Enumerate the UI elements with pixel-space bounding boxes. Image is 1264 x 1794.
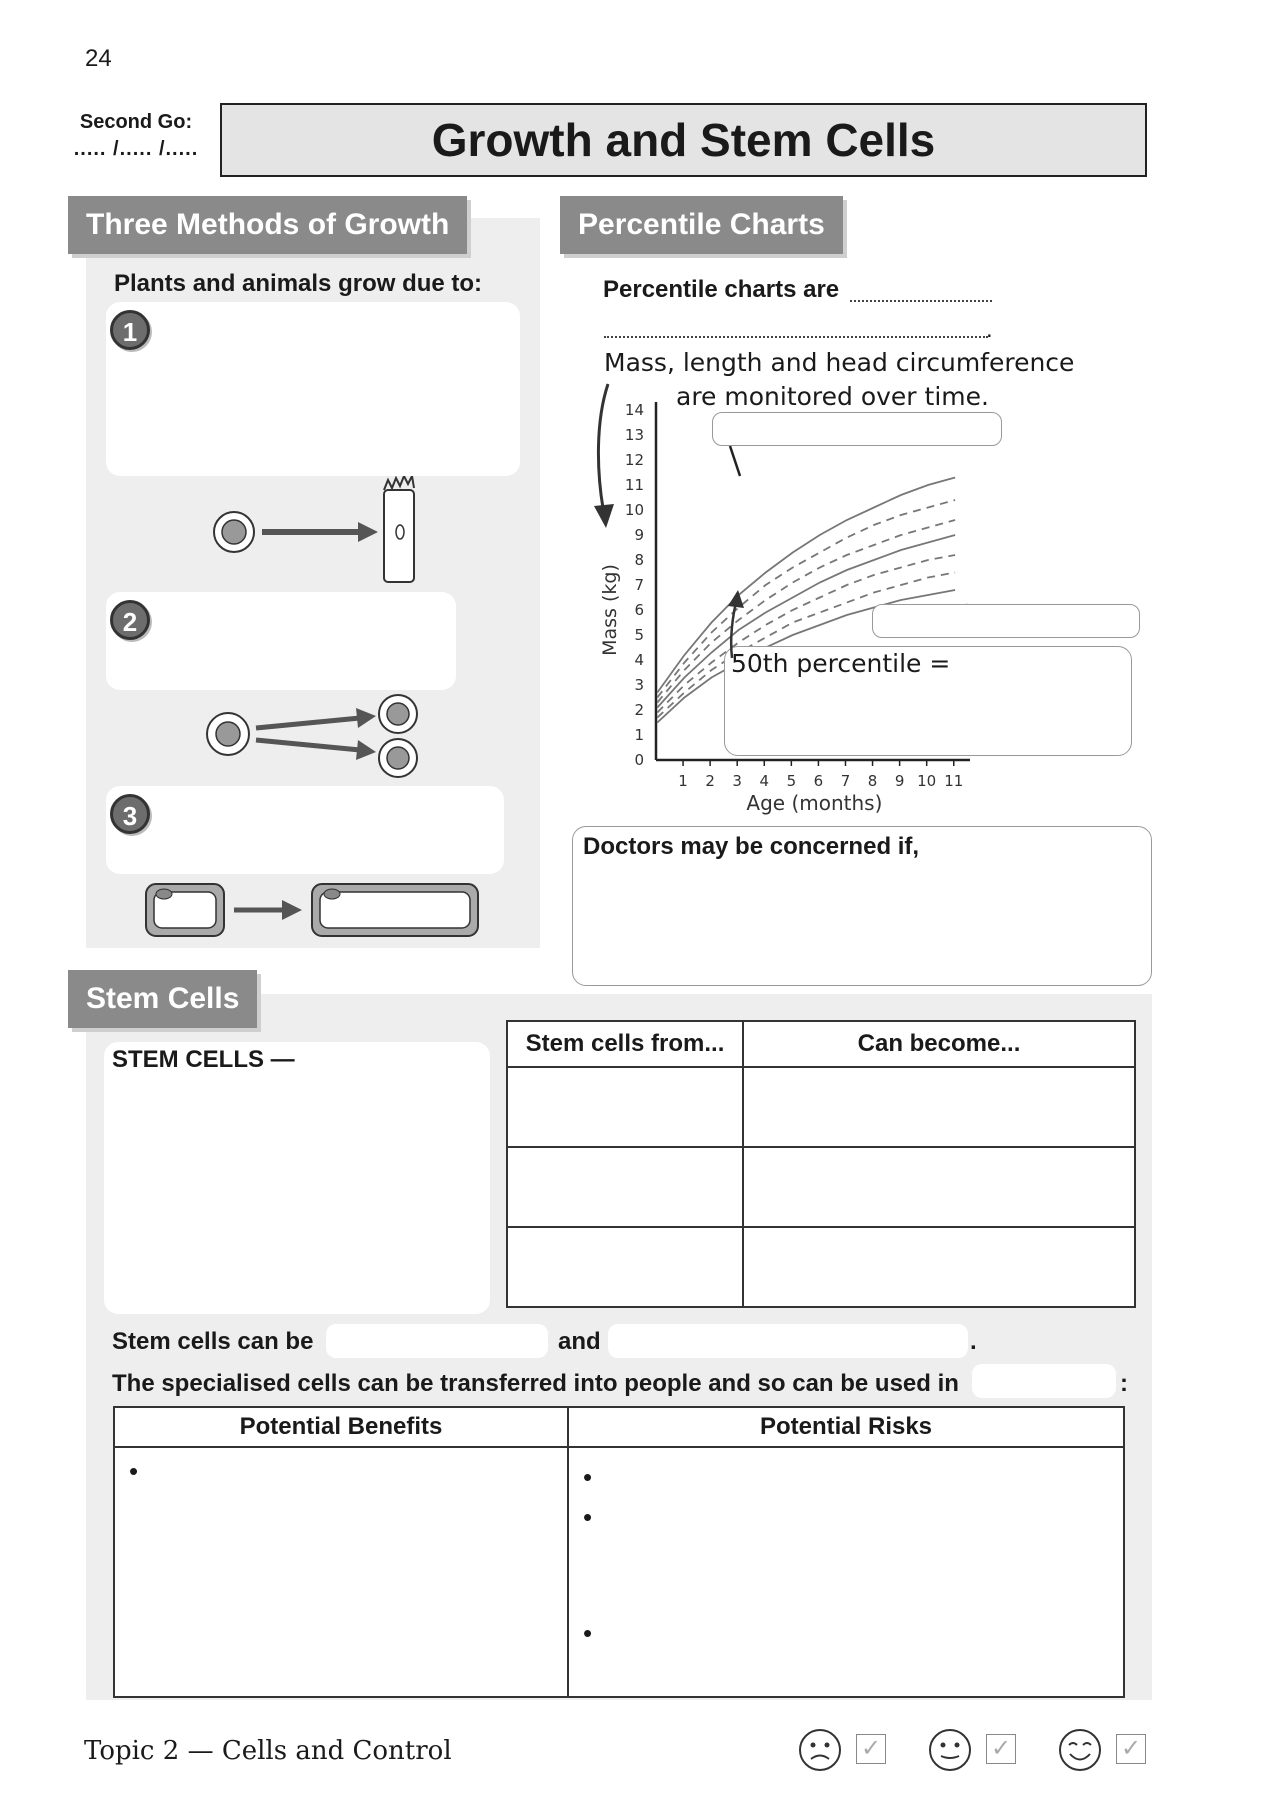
checkbox-sad[interactable]: ✓: [856, 1734, 886, 1764]
growth-section-tab: Three Methods of Growth: [68, 196, 467, 254]
risk-bullet: •: [583, 1462, 593, 1492]
y-tick-label: 0: [634, 751, 644, 769]
can-become-cell[interactable]: [743, 1147, 1135, 1227]
y-tick-label: 9: [634, 526, 644, 544]
stem-can-be-blank-2[interactable]: [608, 1324, 968, 1358]
y-tick-label: 14: [624, 401, 644, 419]
checkbox-happy[interactable]: ✓: [1116, 1734, 1146, 1764]
risks-header: Potential Risks: [568, 1407, 1124, 1447]
stem-definition-label: STEM CELLS —: [112, 1046, 295, 1073]
x-tick-label: 9: [894, 772, 905, 790]
stem-section-tab: Stem Cells: [68, 970, 257, 1028]
number-3-badge: 3: [110, 794, 150, 834]
transfer-blank[interactable]: [972, 1364, 1116, 1398]
fiftieth-percentile-label: 50th percentile =: [731, 649, 951, 678]
x-tick-label: 6: [813, 772, 824, 790]
y-tick-label: 13: [624, 426, 644, 444]
y-tick-label: 7: [634, 576, 644, 594]
can-become-header: Can become...: [743, 1021, 1135, 1067]
number-2-badge: 2: [110, 600, 150, 640]
division-diagram: [200, 688, 430, 784]
y-tick-label: 11: [624, 476, 644, 494]
transfer-text: The specialised cells can be transferred into people and so can be used in: [112, 1370, 959, 1397]
y-axis-label: Mass (kg): [599, 564, 621, 656]
x-tick-label: 5: [786, 772, 797, 790]
percentile-definition: Percentile charts are: [603, 276, 840, 303]
stem-source-cell[interactable]: [507, 1147, 743, 1227]
transfer-colon: :: [1120, 1370, 1128, 1397]
x-axis-label: Age (months): [746, 791, 883, 815]
chart-label-blank-top[interactable]: [712, 412, 1002, 446]
fiftieth-percentile-box[interactable]: [724, 646, 1132, 756]
elongation-diagram: [208, 476, 428, 586]
page-title: Growth and Stem Cells: [431, 114, 936, 166]
percentile-section-tab: Percentile Charts: [560, 196, 843, 254]
stem-source-header: Stem cells from...: [507, 1021, 743, 1067]
number-1-badge: 1: [110, 310, 150, 350]
x-tick-label: 3: [732, 772, 742, 790]
second-go-box: [52, 103, 222, 177]
monitoring-note-line-1: Mass, length and head circumference: [604, 348, 1075, 377]
benefits-cell[interactable]: [114, 1447, 568, 1697]
stem-period: .: [970, 1328, 977, 1355]
monitoring-note-line-2: are monitored over time.: [676, 382, 989, 411]
can-become-cell[interactable]: [743, 1227, 1135, 1307]
x-tick-label: 2: [705, 772, 715, 790]
second-go-label: Second Go:: [79, 111, 193, 133]
definition-blank-2[interactable]: [604, 336, 988, 338]
stem-can-be-blank-1[interactable]: [326, 1324, 548, 1358]
x-tick-label: 10: [917, 772, 937, 790]
x-tick-label: 1: [678, 772, 688, 790]
growth-answer-box-1[interactable]: [106, 302, 520, 476]
stem-source-cell[interactable]: [507, 1227, 743, 1307]
definition-blank-1[interactable]: [850, 300, 992, 302]
y-tick-label: 6: [634, 601, 644, 619]
growth-answer-box-3[interactable]: [106, 786, 504, 874]
stem-can-be-text: Stem cells can be: [112, 1328, 314, 1355]
enlargement-diagram: [144, 880, 484, 940]
y-tick-label: 5: [634, 626, 644, 644]
growth-answer-box-2[interactable]: [106, 592, 456, 690]
y-tick-label: 4: [634, 651, 644, 669]
happy-face-icon[interactable]: [1058, 1728, 1102, 1772]
risk-bullet: •: [583, 1502, 593, 1532]
y-tick-label: 12: [624, 451, 644, 469]
neutral-face-icon[interactable]: [928, 1728, 972, 1772]
can-become-cell[interactable]: [743, 1067, 1135, 1147]
chart-label-blank-right[interactable]: [872, 604, 1140, 638]
stem-definition-box[interactable]: [104, 1042, 490, 1314]
stem-source-cell[interactable]: [507, 1067, 743, 1147]
y-tick-label: 8: [634, 551, 644, 569]
benefit-bullet: •: [129, 1456, 139, 1486]
x-tick-label: 4: [759, 772, 770, 790]
checkbox-neutral[interactable]: ✓: [986, 1734, 1016, 1764]
x-tick-label: 7: [840, 772, 851, 790]
growth-intro: Plants and animals grow due to:: [114, 270, 483, 297]
page-number: 24: [85, 45, 112, 72]
x-tick-label: 8: [867, 772, 878, 790]
stem-and-text: and: [558, 1328, 601, 1355]
y-tick-label: 1: [634, 726, 644, 744]
benefits-header: Potential Benefits: [114, 1407, 568, 1447]
risk-bullet: •: [583, 1618, 593, 1648]
x-tick-label: 11: [944, 772, 964, 790]
date-blank[interactable]: ..... /..... /.....: [73, 138, 199, 160]
y-tick-label: 2: [634, 701, 644, 719]
arrow-head: [358, 522, 378, 542]
y-tick-label: 10: [624, 501, 644, 519]
y-tick-label: 3: [634, 676, 644, 694]
benefits-risks-table: [113, 1406, 1125, 1698]
footer-topic: Topic 2 — Cells and Control: [84, 1736, 452, 1766]
fiftieth-arrow: [720, 590, 750, 660]
risks-cell[interactable]: [568, 1447, 1124, 1697]
label-pointer-top: [730, 446, 740, 476]
doctors-concern-label: Doctors may be concerned if,: [583, 833, 920, 860]
sad-face-icon[interactable]: [798, 1728, 842, 1772]
nucleus-icon: [222, 520, 246, 544]
stem-source-table: [506, 1020, 1136, 1308]
doctors-concern-box[interactable]: [572, 826, 1152, 986]
definition-period: .: [986, 316, 993, 343]
